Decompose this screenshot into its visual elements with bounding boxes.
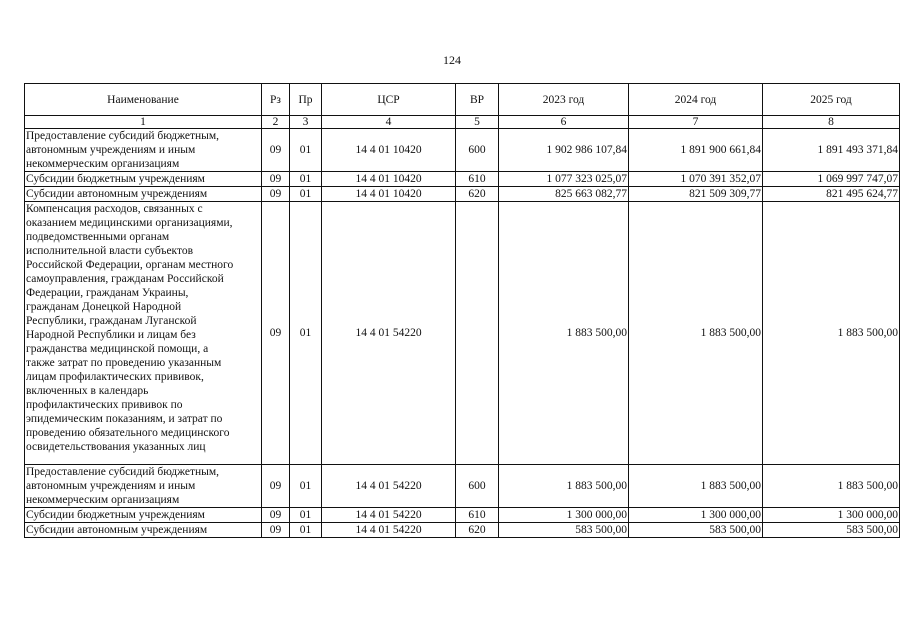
header-2023: 2023 год bbox=[499, 84, 629, 116]
row-vr: 600 bbox=[456, 465, 499, 508]
table-row bbox=[25, 172, 900, 187]
row-csr: 14 4 01 10420 bbox=[322, 187, 456, 202]
row-pr: 01 bbox=[290, 172, 322, 187]
table-row bbox=[25, 508, 900, 523]
row-name: Компенсация расходов, связанных с оказанием медицинскими организациями, подведомственными органам исполнительной власти субъектов Российской Федерации, органам местного самоуправления, гражданам Российской Федерации, гражданам Украины, гражданам Донецкой Народной Республики, гражданам Луганской Народной Республики и лицам без гражданства медицинской помощи, а также затрат по проведению указанным лицам профилактических прививок, включенных в календарь профилактических прививок по эпидемическим показаниям, и затрат по проведению обязательного медицинского освидетельствования указанных лиц bbox=[25, 202, 262, 465]
row-2023: 1 883 500,00 bbox=[499, 465, 629, 508]
row-name: Предоставление субсидий бюджетным, автономным учреждениям и иным некоммерческим организациям bbox=[25, 465, 262, 508]
column-number: 4 bbox=[322, 116, 456, 129]
row-csr: 14 4 01 10420 bbox=[322, 129, 456, 172]
row-2024: 583 500,00 bbox=[629, 523, 763, 538]
row-name: Субсидии автономным учреждениям bbox=[25, 187, 262, 202]
header-pr: Пр bbox=[290, 84, 322, 116]
row-2024: 1 300 000,00 bbox=[629, 508, 763, 523]
row-csr: 14 4 01 10420 bbox=[322, 172, 456, 187]
row-pr: 01 bbox=[290, 187, 322, 202]
column-number: 2 bbox=[262, 116, 290, 129]
row-pr: 01 bbox=[290, 465, 322, 508]
row-2023: 1 883 500,00 bbox=[499, 202, 629, 465]
row-rz: 09 bbox=[262, 202, 290, 465]
header-2025: 2025 год bbox=[763, 84, 900, 116]
row-pr: 01 bbox=[290, 523, 322, 538]
header-row bbox=[25, 84, 900, 116]
row-2024: 1 070 391 352,07 bbox=[629, 172, 763, 187]
row-2025: 583 500,00 bbox=[763, 523, 900, 538]
row-2024: 821 509 309,77 bbox=[629, 187, 763, 202]
row-csr: 14 4 01 54220 bbox=[322, 202, 456, 465]
row-2023: 1 077 323 025,07 bbox=[499, 172, 629, 187]
budget-table bbox=[24, 83, 900, 538]
row-2025: 1 300 000,00 bbox=[763, 508, 900, 523]
column-number-row bbox=[25, 116, 900, 129]
row-vr: 610 bbox=[456, 508, 499, 523]
column-number: 7 bbox=[629, 116, 763, 129]
row-2023: 1 300 000,00 bbox=[499, 508, 629, 523]
header-2024: 2024 год bbox=[629, 84, 763, 116]
row-csr: 14 4 01 54220 bbox=[322, 465, 456, 508]
row-name: Субсидии бюджетным учреждениям bbox=[25, 508, 262, 523]
column-number: 5 bbox=[456, 116, 499, 129]
table-row bbox=[25, 187, 900, 202]
row-pr: 01 bbox=[290, 202, 322, 465]
row-csr: 14 4 01 54220 bbox=[322, 508, 456, 523]
row-2025: 1 883 500,00 bbox=[763, 465, 900, 508]
header-csr: ЦСР bbox=[322, 84, 456, 116]
header-name: Наименование bbox=[25, 84, 262, 116]
page-number: 124 bbox=[443, 53, 461, 67]
table-row bbox=[25, 129, 900, 172]
table-row bbox=[25, 202, 900, 465]
row-vr: 610 bbox=[456, 172, 499, 187]
column-number: 3 bbox=[290, 116, 322, 129]
column-number: 6 bbox=[499, 116, 629, 129]
row-name: Предоставление субсидий бюджетным, автономным учреждениям и иным некоммерческим организациям bbox=[25, 129, 262, 172]
row-2024: 1 883 500,00 bbox=[629, 202, 763, 465]
row-2024: 1 891 900 661,84 bbox=[629, 129, 763, 172]
row-vr: 600 bbox=[456, 129, 499, 172]
row-rz: 09 bbox=[262, 129, 290, 172]
row-vr: 620 bbox=[456, 523, 499, 538]
row-rz: 09 bbox=[262, 187, 290, 202]
row-rz: 09 bbox=[262, 172, 290, 187]
row-rz: 09 bbox=[262, 523, 290, 538]
row-pr: 01 bbox=[290, 129, 322, 172]
row-pr: 01 bbox=[290, 508, 322, 523]
row-csr: 14 4 01 54220 bbox=[322, 523, 456, 538]
column-number: 8 bbox=[763, 116, 900, 129]
header-rz: Рз bbox=[262, 84, 290, 116]
header-vr: ВР bbox=[456, 84, 499, 116]
row-2024: 1 883 500,00 bbox=[629, 465, 763, 508]
row-2023: 1 902 986 107,84 bbox=[499, 129, 629, 172]
row-2025: 1 069 997 747,07 bbox=[763, 172, 900, 187]
table-row bbox=[25, 465, 900, 508]
row-name: Субсидии бюджетным учреждениям bbox=[25, 172, 262, 187]
row-2025: 821 495 624,77 bbox=[763, 187, 900, 202]
column-number: 1 bbox=[25, 116, 262, 129]
row-2023: 583 500,00 bbox=[499, 523, 629, 538]
row-2023: 825 663 082,77 bbox=[499, 187, 629, 202]
row-2025: 1 883 500,00 bbox=[763, 202, 900, 465]
row-name: Субсидии автономным учреждениям bbox=[25, 523, 262, 538]
row-vr bbox=[456, 202, 499, 465]
row-rz: 09 bbox=[262, 508, 290, 523]
row-vr: 620 bbox=[456, 187, 499, 202]
row-2025: 1 891 493 371,84 bbox=[763, 129, 900, 172]
table-row bbox=[25, 523, 900, 538]
row-rz: 09 bbox=[262, 465, 290, 508]
